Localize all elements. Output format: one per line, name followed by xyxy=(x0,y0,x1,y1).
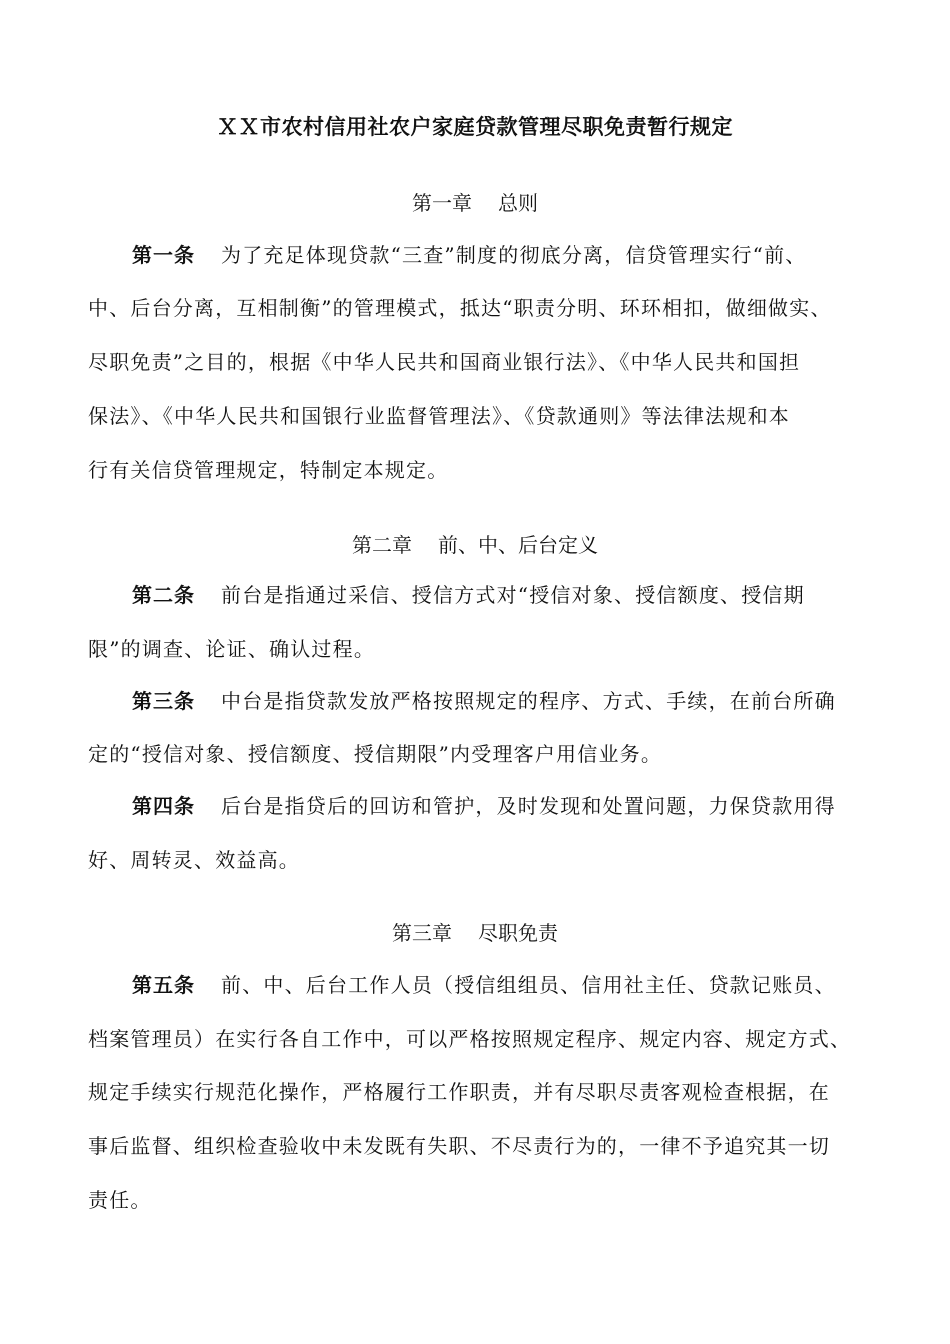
article-5-line-3: 规定手续实行规范化操作，严格履行工作职责，并有尽职尽责客观检查根据，在 xyxy=(88,1080,830,1104)
article-1-line-2: 中、后台分离，互相制衡”的管理模式，抵达“职责分明、环环相扣，做细做实、 xyxy=(88,296,832,320)
chapter-name: 前、中、后台定义 xyxy=(438,533,598,557)
chapter-label: 第二章 xyxy=(352,533,412,557)
article-label: 第一条 xyxy=(132,243,195,267)
article-1-line-5: 行有关信贷管理规定，特制定本规定。 xyxy=(88,458,449,482)
article-text: 为了充足体现贷款“三查”制度的彻底分离，信贷管理实行“前、 xyxy=(221,243,807,267)
article-label: 第四条 xyxy=(132,794,195,818)
article-label: 第三条 xyxy=(132,689,195,713)
article-label: 第二条 xyxy=(132,583,195,607)
article-3-line-1 xyxy=(132,686,836,716)
chapter-label: 第一章 xyxy=(412,191,472,215)
article-5-line-2: 档案管理员）在实行各自工作中，可以严格按照规定程序、规定内容、规定方式、 xyxy=(88,1027,852,1051)
article-1-line-4: 保法》、《中华人民共和国银行业监督管理法》、《贷款通则》等法律法规和本 xyxy=(88,404,790,428)
article-label: 第五条 xyxy=(132,973,195,997)
article-4-line-1 xyxy=(132,791,836,821)
article-4-line-2: 好、周转灵、效益高。 xyxy=(88,848,300,872)
chapter-label: 第三章 xyxy=(392,921,452,945)
document-title: ＸＸ市农村信用社农户家庭贷款管理尽职免责暂行规定 xyxy=(217,114,733,139)
article-1-line-1 xyxy=(132,240,806,270)
article-2-line-2: 限”的调查、论证、确认过程。 xyxy=(88,637,376,661)
article-text: 中台是指贷款发放严格按照规定的程序、方式、手续，在前台所确 xyxy=(221,689,836,713)
chapter-name: 总则 xyxy=(498,191,538,215)
article-5-line-5: 责任。 xyxy=(88,1188,152,1212)
article-1-line-3: 尽职免责”之目的，根据《中华人民共和国商业银行法》、《中华人民共和国担 xyxy=(88,350,801,374)
article-2-line-1 xyxy=(132,580,805,610)
chapter-name: 尽职免责 xyxy=(478,921,558,945)
article-text: 前、中、后台工作人员（授信组组员、信用社主任、贷款记账员、 xyxy=(221,973,836,997)
chapter-heading-3 xyxy=(0,918,950,948)
article-text: 后台是指贷后的回访和管护，及时发现和处置问题，力保贷款用得 xyxy=(221,794,836,818)
article-5-line-4: 事后监督、组织检查验收中未发既有失职、不尽责行为的，一律不予追究其一切 xyxy=(88,1134,830,1158)
article-text: 前台是指通过采信、授信方式对“授信对象、授信额度、授信期 xyxy=(221,583,805,607)
chapter-heading-1 xyxy=(0,188,950,218)
article-3-line-2: 定的“授信对象、授信额度、授信期限”内受理客户用信业务。 xyxy=(88,742,663,766)
chapter-heading-2 xyxy=(0,530,950,560)
article-5-line-1 xyxy=(132,970,836,1000)
